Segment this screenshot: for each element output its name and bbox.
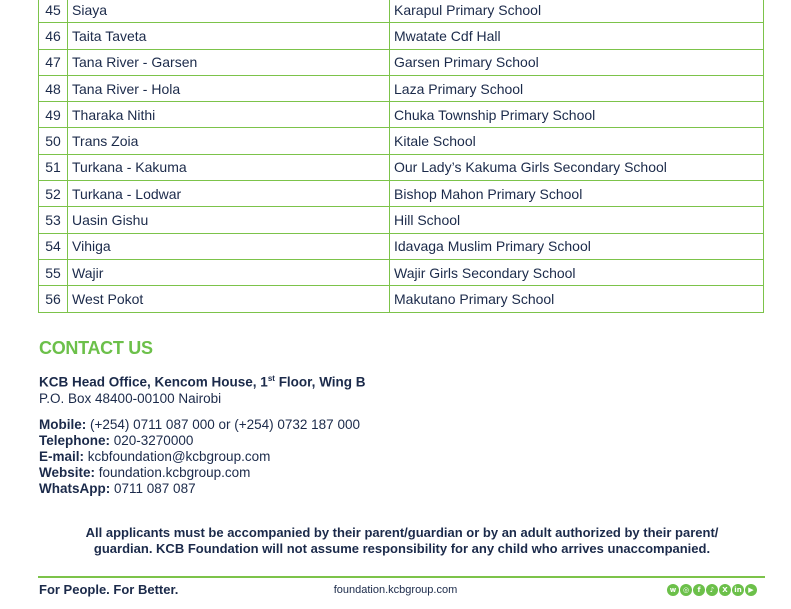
table-row xyxy=(39,49,764,75)
tiktok-icon[interactable]: ♪ xyxy=(706,584,718,596)
county-cell: Wajir xyxy=(68,259,390,285)
whatsapp-icon[interactable]: w xyxy=(667,584,679,596)
whatsapp-line xyxy=(39,481,360,497)
county-cell: Turkana - Kakuma xyxy=(68,154,390,180)
x-icon[interactable]: X xyxy=(719,584,731,596)
floor-ordinal: st xyxy=(267,374,275,383)
notice-line-1: All applicants must be accompanied by their parent/guardian or by an adult authorized by their parent/ xyxy=(85,525,719,540)
county-cell: Uasin Gishu xyxy=(68,207,390,233)
row-number: 46 xyxy=(39,23,68,49)
accompaniment-notice xyxy=(52,525,752,557)
county-cell: Tana River - Garsen xyxy=(68,49,390,75)
po-box: P.O. Box 48400-00100 Nairobi xyxy=(39,390,222,406)
table-row xyxy=(39,75,764,101)
social-icons xyxy=(667,584,757,596)
row-number: 52 xyxy=(39,181,68,207)
venue-cell: Our Lady’s Kakuma Girls Secondary School xyxy=(390,154,764,180)
row-number: 50 xyxy=(39,128,68,154)
county-cell: Trans Zoia xyxy=(68,128,390,154)
venue-cell: Kitale School xyxy=(390,128,764,154)
county-cell: Tana River - Hola xyxy=(68,75,390,101)
schedule-table-body xyxy=(39,0,764,312)
website-label: Website: xyxy=(39,465,96,480)
website-line xyxy=(39,465,360,481)
contact-heading: CONTACT US xyxy=(39,338,153,358)
footer-divider xyxy=(38,576,765,578)
contact-details xyxy=(39,417,360,497)
office-address-text: KCB Head Office, Kencom House, 1 xyxy=(39,374,268,390)
table-row xyxy=(39,233,764,259)
youtube-icon[interactable]: ▶ xyxy=(745,584,757,596)
table-row xyxy=(39,207,764,233)
table-row xyxy=(39,154,764,180)
email-label: E-mail: xyxy=(39,449,85,464)
mobile-value: (+254) 0711 087 000 or (+254) 0732 187 000 xyxy=(86,417,360,432)
county-cell: Taita Taveta xyxy=(68,23,390,49)
mobile-line xyxy=(39,417,360,433)
footer-website-link[interactable]: foundation.kcbgroup.com xyxy=(333,584,458,596)
row-number: 49 xyxy=(39,102,68,128)
website-link[interactable]: foundation.kcbgroup.com xyxy=(95,465,251,480)
footer-tagline: For People. For Better. xyxy=(39,582,179,597)
row-number: 54 xyxy=(39,233,68,259)
telephone-label: Telephone: xyxy=(39,433,111,448)
venue-cell: Makutano Primary School xyxy=(390,286,764,312)
email-line xyxy=(39,449,360,465)
county-cell: Turkana - Lodwar xyxy=(68,181,390,207)
county-cell: Vihiga xyxy=(68,233,390,259)
email-link[interactable]: kcbfoundation@kcbgroup.com xyxy=(84,449,271,464)
address-block xyxy=(39,371,366,407)
venue-cell: Garsen Primary School xyxy=(390,49,764,75)
venue-cell: Laza Primary School xyxy=(390,75,764,101)
office-address xyxy=(39,371,366,391)
linkedin-icon[interactable]: in xyxy=(732,584,744,596)
schedule-table xyxy=(38,0,764,313)
row-number: 48 xyxy=(39,75,68,101)
venue-cell: Wajir Girls Secondary School xyxy=(390,259,764,285)
venue-cell: Mwatate Cdf Hall xyxy=(390,23,764,49)
venue-cell: Chuka Township Primary School xyxy=(390,102,764,128)
venue-cell: Karapul Primary School xyxy=(390,0,764,23)
table-row xyxy=(39,0,764,23)
table-row xyxy=(39,128,764,154)
table-row xyxy=(39,23,764,49)
table-row xyxy=(39,181,764,207)
row-number: 53 xyxy=(39,207,68,233)
whatsapp-label: WhatsApp: xyxy=(39,481,111,496)
row-number: 51 xyxy=(39,154,68,180)
telephone-value: 020-3270000 xyxy=(110,433,194,448)
facebook-icon[interactable]: f xyxy=(693,584,705,596)
mobile-label: Mobile: xyxy=(39,417,87,432)
row-number: 55 xyxy=(39,259,68,285)
venue-cell: Bishop Mahon Primary School xyxy=(390,181,764,207)
table-row xyxy=(39,259,764,285)
table-row xyxy=(39,286,764,312)
venue-cell: Idavaga Muslim Primary School xyxy=(390,233,764,259)
row-number: 47 xyxy=(39,49,68,75)
telephone-line xyxy=(39,433,360,449)
notice-line-2: guardian. KCB Foundation will not assume responsibility for any child who arrives unaccompanied. xyxy=(93,541,711,556)
county-cell: Siaya xyxy=(68,0,390,23)
venue-cell: Hill School xyxy=(390,207,764,233)
office-address-floor: Floor, Wing B xyxy=(274,374,366,390)
table-row xyxy=(39,102,764,128)
county-cell: Tharaka Nithi xyxy=(68,102,390,128)
row-number: 45 xyxy=(39,0,68,23)
county-cell: West Pokot xyxy=(68,286,390,312)
instagram-icon[interactable]: ◎ xyxy=(680,584,692,596)
row-number: 56 xyxy=(39,286,68,312)
whatsapp-value: 0711 087 087 xyxy=(110,481,196,496)
